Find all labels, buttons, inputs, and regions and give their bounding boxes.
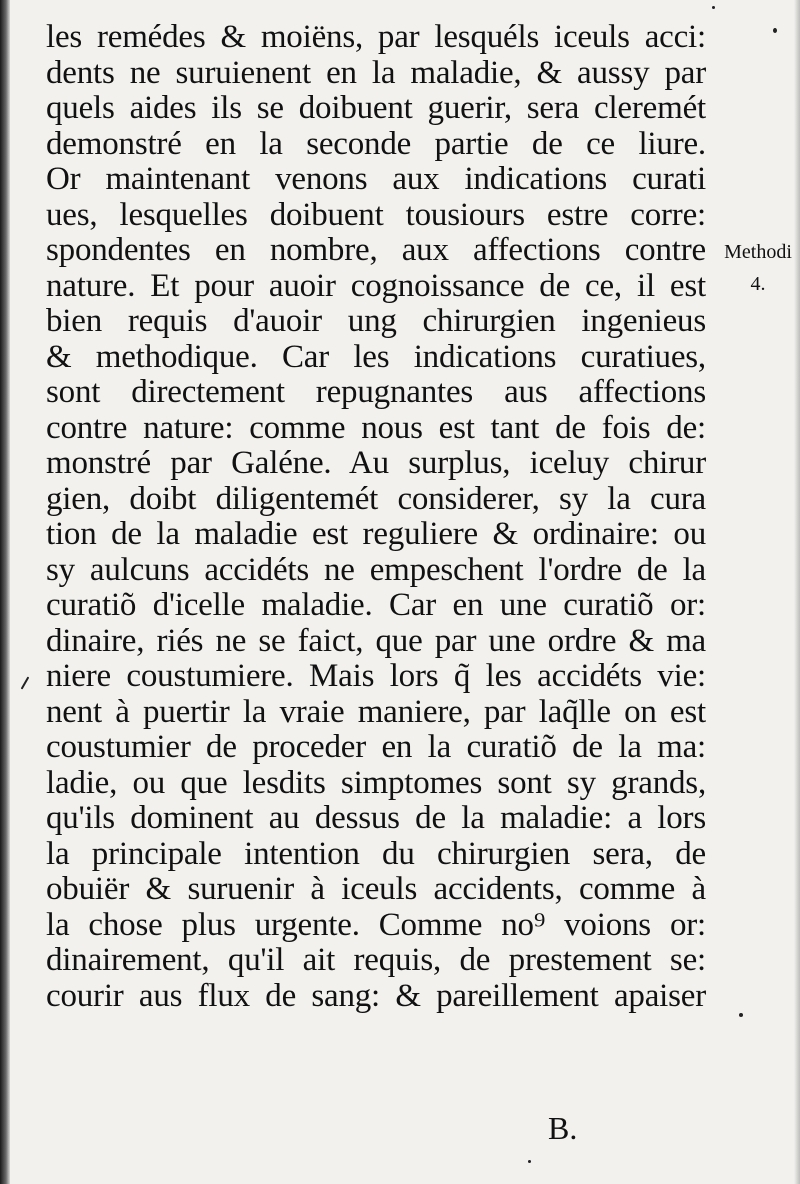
- text-line: Or maintenant venons aux indications curati: [46, 161, 706, 197]
- text-line: monstré par Galéne. Au surplus, iceluy chirur: [46, 445, 706, 481]
- text-line: contre nature: comme nous est tant de fois de:: [46, 409, 706, 446]
- text-line: les remédes & moiëns, par lesquéls iceuls acci:: [46, 19, 706, 55]
- text-line: niere coustumiere. Mais lors q̃ les accidéts vie:: [46, 658, 706, 694]
- text-line: spondentes en nombre, aux affections contre: [46, 232, 706, 268]
- text-line: & methodique. Car les indications curatiues,: [46, 338, 706, 375]
- page-edge-shadow: [794, 0, 800, 1184]
- ink-speck: [528, 1160, 531, 1163]
- text-line: quels aides ils se doibuent guerir, sera cleremét: [46, 90, 706, 126]
- ink-speck: [21, 676, 30, 689]
- margin-note-label: Methodi: [724, 241, 792, 263]
- text-line: coustumier de proceder en la curatiõ de la ma:: [46, 729, 706, 765]
- text-line: courir aus flux de sang: & pareillement apaiser: [46, 977, 706, 1014]
- text-line: ladie, ou que lesdits simptomes sont sy grands,: [46, 764, 706, 801]
- text-line: dents ne suruienent en la maladie, & aussy par: [46, 54, 706, 91]
- text-line: tion de la maladie est reguliere & ordinaire: ou: [46, 516, 706, 552]
- text-line: curatiõ d'icelle maladie. Car en une curatiõ or:: [46, 587, 706, 623]
- text-line: la chose plus urgente. Comme no⁹ voions or:: [46, 906, 706, 943]
- text-line: nent à puertir la vraie maniere, par laq̃lle on est: [46, 693, 706, 730]
- text-line: sont directement repugnantes aus affections: [46, 374, 706, 410]
- body-text: [46, 20, 706, 1014]
- text-line: demonstré en la seconde partie de ce liure.: [46, 125, 706, 162]
- signature-mark: B.: [548, 1110, 578, 1146]
- margin-note: [718, 236, 798, 300]
- text-line: dinairement, qu'il ait requis, de prestement se:: [46, 942, 706, 978]
- text-line: obuiër & suruenir à iceuls accidents, comme à: [46, 871, 706, 907]
- page-gutter-shadow: [0, 0, 10, 1184]
- text-line: nature. Et pour auoir cognoissance de ce, il est: [46, 267, 706, 304]
- text-line: la principale intention du chirurgien sera, de: [46, 835, 706, 872]
- text-line: qu'ils dominent au dessus de la maladie: a lors: [46, 800, 706, 836]
- text-line: sy aulcuns accidéts ne empeschent l'ordre de la: [46, 551, 706, 588]
- ink-speck: [739, 1013, 743, 1017]
- text-line: dinaire, riés ne se faict, que par une ordre & ma: [46, 622, 706, 659]
- ink-speck: [773, 28, 777, 33]
- margin-note-number: 4.: [750, 273, 766, 295]
- text-line: gien, doibt diligentemét considerer, sy la cura: [46, 480, 706, 517]
- text-line: ues, lesquelles doibuent tousiours estre corre:: [46, 196, 706, 233]
- text-line: bien requis d'auoir ung chirurgien ingenieus: [46, 303, 706, 339]
- ink-speck: [712, 6, 715, 9]
